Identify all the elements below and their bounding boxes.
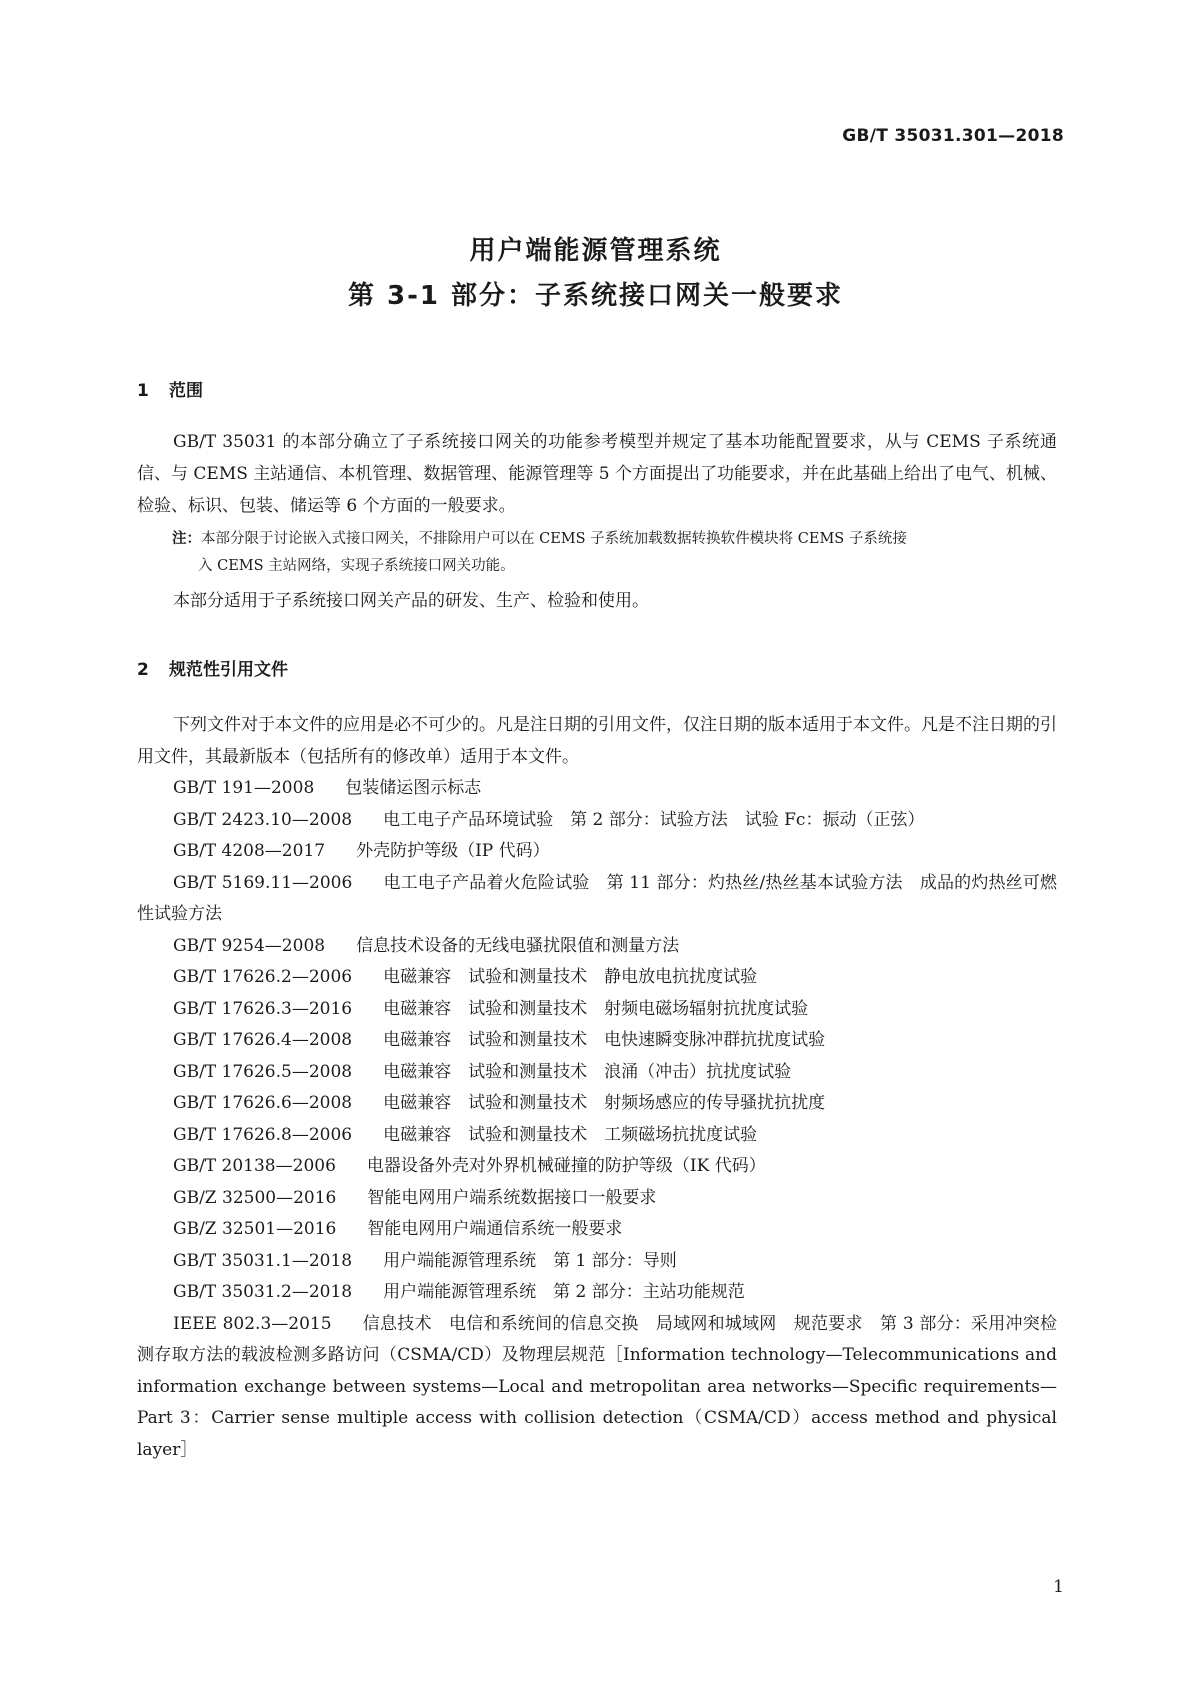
references-intro-paragraph: 下列文件对于本文件的应用是必不可少的。凡是注日期的引用文件，仅注日期的版本适用于本文件。凡是不注日期的引用文件，其最新版本（包括所有的修改单）适用于本文件。 [137,715,1057,767]
reference-item [137,1214,1057,1246]
reference-code: GB/T 35031.1—2018 [173,1250,353,1271]
reference-code: GB/T 17626.4—2008 [173,1030,353,1050]
scope-paragraph: GB/T 35031 的本部分确立了子系统接口网关的功能参考模型并规定了基本功能配置要求，从与 CEMS 子系统通信、与 CEMS 主站通信、本机管理、数据管理、能源管理等 5 个方面提出了功能要求，并在此基础上给出了电气、机械、检验、标识、包装、储运等 6 个方面的一般要求。 [137,432,1057,516]
reference-code: GB/T 17626.2—2006 [173,967,353,987]
section-title: 范围 [169,381,203,401]
reference-list [137,773,1057,1466]
note-text-line2: 入 CEMS 主站网络，实现子系统接口网关功能。 [198,558,515,574]
reference-item [137,1120,1057,1152]
reference-item [137,836,1057,868]
reference-code: GB/T 5169.11—2006 [173,872,353,893]
reference-item [137,868,1057,931]
reference-code: GB/T 17626.5—2008 [173,1061,353,1082]
reference-title: 电磁兼容 试验和测量技术 浪涌（冲击）抗扰度试验 [383,1061,792,1082]
reference-title: 信息技术 电信和系统间的信息交换 局域网和城域网 规范要求 第 3 部分：采用冲突检测存取方法的载波检测多路访问（CSMA/CD）及物理层规范［Information technology—Telecommunications and information exchange between systems—Local and metropolitan area networks—Specific requirements—Part 3：Carrier sense multiple access with collision detection（CSMA/CD）access method and physical layer］ [137,1313,1058,1460]
reference-item [137,1183,1057,1215]
scope-applicability-paragraph: 本部分适用于子系统接口网关产品的研发、生产、检验和使用。 [173,591,649,611]
reference-code: GB/T 4208—2017 [173,841,326,861]
scope-note [172,526,1057,580]
page-number: 1 [1053,1577,1064,1597]
reference-item [137,1088,1057,1120]
reference-title: 智能电网用户端系统数据接口一般要求 [367,1187,657,1208]
reference-title: 电工电子产品着火危险试验 第 11 部分：灼热丝/热丝基本试验方法 成品的灼热丝可燃性试验方法 [137,872,1058,924]
reference-item [137,1246,1057,1278]
reference-code: GB/T 2423.10—2008 [173,809,353,830]
reference-code: GB/T 191—2008 [173,778,315,798]
reference-title: 电磁兼容 试验和测量技术 射频电磁场辐射抗扰度试验 [383,998,809,1019]
reference-title: 信息技术设备的无线电骚扰限值和测量方法 [356,935,680,956]
reference-title: 电磁兼容 试验和测量技术 电快速瞬变脉冲群抗扰度试验 [383,1030,826,1050]
reference-item [137,931,1057,963]
reference-item [137,1025,1057,1057]
reference-title: 包装储运图示标志 [345,778,482,798]
standard-number: GB/T 35031.301—2018 [842,126,1064,146]
reference-code: GB/T 9254—2008 [173,935,326,956]
reference-item [137,805,1057,837]
document-title-line2: 第 3-1 部分：子系统接口网关一般要求 [347,281,844,311]
reference-code: GB/Z 32500—2016 [173,1187,337,1208]
reference-item [137,1277,1057,1309]
reference-title: 电磁兼容 试验和测量技术 工频磁场抗扰度试验 [383,1124,758,1145]
section-heading-scope [137,376,203,401]
reference-code: GB/T 17626.6—2008 [173,1093,353,1113]
reference-title: 外壳防护等级（IP 代码） [356,841,550,861]
reference-code: GB/T 20138—2006 [173,1156,336,1176]
note-text-line1: 本部分限于讨论嵌入式接口网关，不排除用户可以在 CEMS 子系统加载数据转换软件模块将 CEMS 子系统接 [201,531,907,547]
reference-title: 电磁兼容 试验和测量技术 射频场感应的传导骚扰抗扰度 [383,1093,826,1113]
section-title: 规范性引用文件 [169,660,288,680]
reference-title: 智能电网用户端通信系统一般要求 [367,1219,623,1239]
reference-item [137,1151,1057,1183]
reference-code: GB/Z 32501—2016 [173,1219,337,1239]
section-number: 1 [137,381,149,401]
reference-title: 电工电子产品环境试验 第 2 部分：试验方法 试验 Fc：振动（正弦） [383,809,925,830]
reference-item [137,1309,1057,1467]
reference-title: 电磁兼容 试验和测量技术 静电放电抗扰度试验 [383,967,758,987]
document-title-line1: 用户端能源管理系统 [469,236,722,266]
reference-item [137,1057,1057,1089]
reference-code: GB/T 35031.2—2018 [173,1282,353,1302]
reference-title: 用户端能源管理系统 第 1 部分：导则 [383,1250,677,1271]
reference-title: 电器设备外壳对外界机械碰撞的防护等级（IK 代码） [366,1156,766,1176]
note-label: 注： [172,531,201,547]
reference-item [137,773,1057,805]
section-heading-normative-references [137,655,288,680]
reference-item [137,962,1057,994]
reference-title: 用户端能源管理系统 第 2 部分：主站功能规范 [383,1282,745,1302]
reference-item [137,994,1057,1026]
reference-code: GB/T 17626.3—2016 [173,998,353,1019]
section-number: 2 [137,660,149,680]
reference-code: IEEE 802.3—2015 [173,1313,332,1334]
reference-code: GB/T 17626.8—2006 [173,1124,353,1145]
